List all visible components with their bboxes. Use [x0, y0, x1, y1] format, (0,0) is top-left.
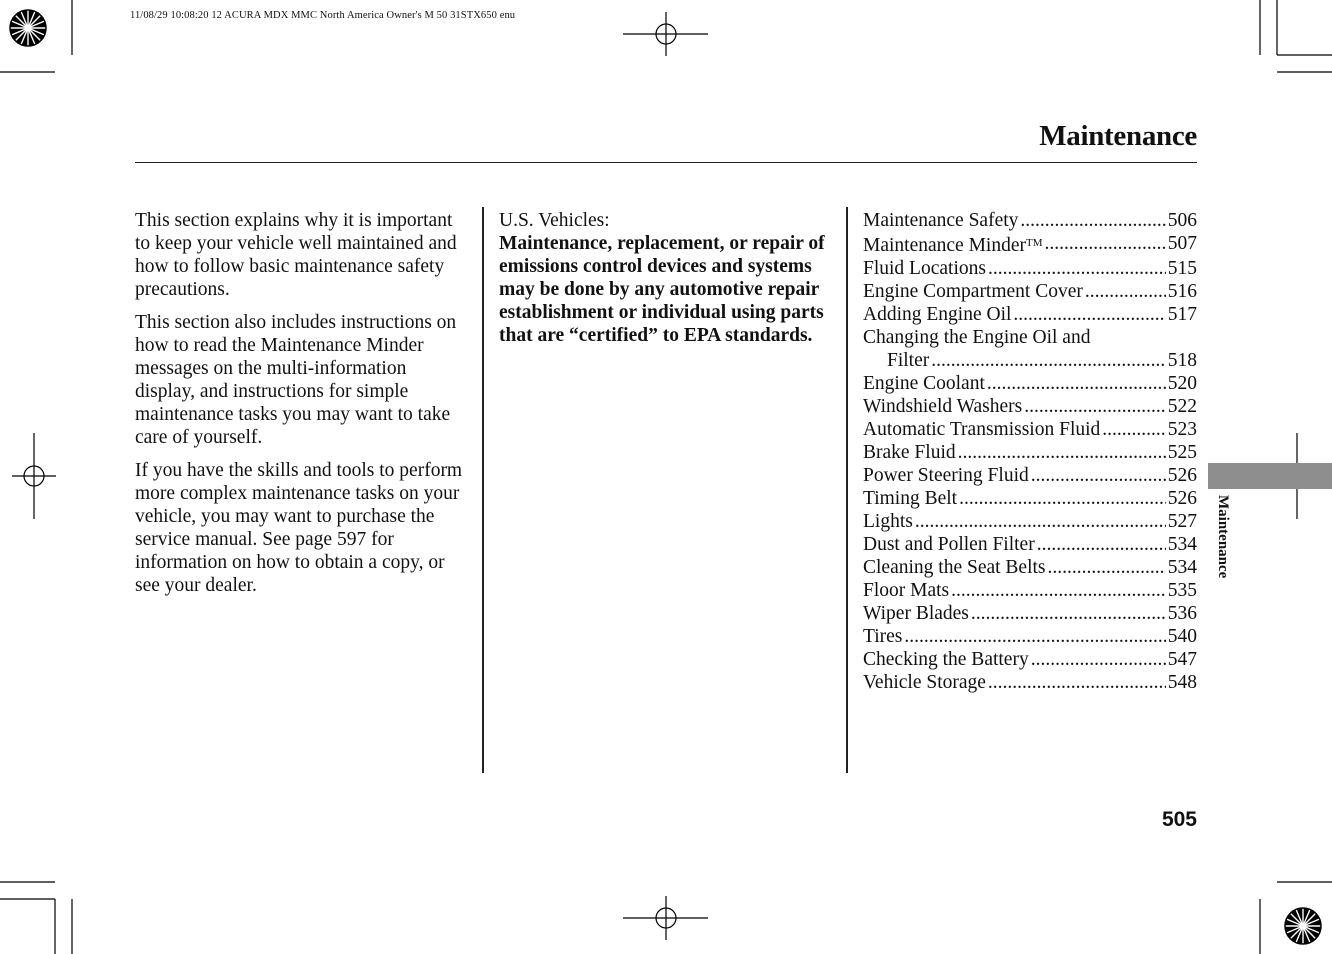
toc-entry-label	[863, 602, 969, 625]
toc-entry-label	[863, 648, 1029, 671]
toc-leader-dots	[931, 349, 1166, 372]
toc-entry-text: Changing the Engine Oil and	[863, 327, 1091, 348]
registration-star-icon	[1285, 908, 1321, 944]
toc-entry[interactable]	[863, 625, 1197, 648]
toc-entry-text: Lights	[863, 511, 913, 532]
toc-entry-text: Floor Mats	[863, 580, 950, 601]
table-of-contents	[863, 209, 1197, 694]
toc-entry[interactable]	[863, 648, 1197, 671]
toc-entry[interactable]	[863, 326, 1197, 349]
toc-entry-label	[863, 579, 949, 602]
intro-paragraph: This section also includes instructions on how to read the Maintenance Minder messages on the multi-information display, and instructions for simple maintenance tasks you may want to take care of yourself.	[135, 312, 457, 448]
toc-entry-label	[863, 510, 913, 533]
toc-leader-dots	[1020, 209, 1165, 232]
page-title: Maintenance	[1039, 120, 1197, 152]
toc-entry-page: 507	[1167, 233, 1197, 254]
toc-entry[interactable]	[863, 579, 1197, 602]
toc-leader-dots	[959, 487, 1166, 510]
toc-entry-page: 536	[1167, 603, 1197, 624]
toc-entry-page: 516	[1167, 281, 1197, 302]
toc-entry[interactable]	[863, 303, 1197, 326]
toc-entry-label	[863, 232, 1042, 257]
toc-leader-dots	[951, 579, 1166, 602]
toc-entry-text: Engine Coolant	[863, 373, 985, 394]
toc-entry-page: 526	[1167, 465, 1197, 486]
toc-entry[interactable]	[863, 280, 1197, 303]
toc-entry-page: 506	[1167, 210, 1197, 231]
notice-body: Maintenance, replacement, or repair of emissions control devices and systems may be done by any automotive repair establishment or individual using parts that are “certified” to EPA standards.	[499, 233, 825, 346]
toc-entry-label	[863, 556, 1046, 579]
toc-entry-label	[863, 533, 1035, 556]
toc-entry[interactable]	[863, 602, 1197, 625]
toc-entry-page: 534	[1167, 534, 1197, 555]
intro-column	[135, 209, 465, 607]
toc-entry[interactable]	[863, 441, 1197, 464]
toc-leader-dots	[1031, 648, 1166, 671]
intro-paragraph: If you have the skills and tools to perform more complex maintenance tasks on your vehicle, you may want to purchase the service manual. See page 597 for information on how to obtain a copy, or see your dealer.	[135, 460, 463, 596]
toc-entry-page: 515	[1167, 258, 1197, 279]
page-number: 505	[1161, 808, 1197, 831]
toc-entry-page: 517	[1167, 304, 1197, 325]
toc-leader-dots	[915, 510, 1166, 533]
toc-entry-label	[863, 625, 902, 648]
toc-entry-text: Maintenance Minder	[863, 235, 1026, 256]
toc-leader-dots	[904, 625, 1165, 648]
toc-entry-label	[863, 487, 957, 510]
toc-entry-page: 547	[1167, 649, 1197, 670]
toc-entry-page: 522	[1167, 396, 1197, 417]
toc-entry-text: Automatic Transmission Fluid	[863, 419, 1101, 440]
toc-entry[interactable]	[863, 209, 1197, 232]
toc-entry[interactable]	[863, 395, 1197, 418]
toc-entry-page: 520	[1167, 373, 1197, 394]
toc-entry[interactable]	[863, 533, 1197, 556]
toc-leader-dots	[1031, 464, 1166, 487]
toc-leader-dots	[1044, 232, 1165, 257]
toc-leader-dots	[971, 602, 1166, 625]
toc-leader-dots	[1085, 280, 1166, 303]
toc-entry[interactable]	[863, 487, 1197, 510]
toc-entry-text: Maintenance Safety	[863, 210, 1019, 231]
section-tab-label: Maintenance	[1215, 495, 1231, 579]
toc-entry-label	[863, 326, 1090, 349]
toc-entry[interactable]	[863, 232, 1197, 257]
registration-star-icon	[10, 10, 46, 46]
toc-entry[interactable]	[863, 257, 1197, 280]
toc-entry-text: Checking the Battery	[863, 649, 1029, 670]
toc-entry-text: Dust and Pollen Filter	[863, 534, 1035, 555]
toc-entry-text: Cleaning the Seat Belts	[863, 557, 1046, 578]
section-tab	[1208, 463, 1332, 489]
toc-entry-page: 525	[1167, 442, 1197, 463]
intro-paragraph: This section explains why it is important to keep your vehicle well maintained and how to follow basic maintenance safety precautions.	[135, 210, 457, 300]
toc-entry-page: 518	[1167, 350, 1197, 371]
toc-entry-text: Vehicle Storage	[863, 672, 986, 693]
toc-entry-label	[863, 349, 929, 372]
toc-entry-text: Brake Fluid	[863, 442, 956, 463]
toc-leader-dots	[1102, 418, 1165, 441]
toc-entry-text: Windshield Washers	[863, 396, 1023, 417]
toc-entry-text: Timing Belt	[863, 488, 958, 509]
toc-entry-label	[863, 441, 956, 464]
notice-column	[499, 209, 839, 347]
toc-entry-text: Power Steering Fluid	[863, 465, 1029, 486]
toc-entry-page: 540	[1167, 626, 1197, 647]
toc-leader-dots	[988, 671, 1166, 694]
toc-leader-dots	[1048, 556, 1166, 579]
toc-leader-dots	[1024, 395, 1166, 418]
toc-entry-label	[863, 257, 986, 280]
toc-entry-page: 548	[1167, 672, 1197, 693]
toc-leader-dots	[958, 441, 1166, 464]
toc-leader-dots	[988, 257, 1166, 280]
toc-leader-dots	[1037, 533, 1166, 556]
toc-entry-label	[863, 280, 1083, 303]
toc-entry-label	[863, 303, 1011, 326]
column-divider	[846, 207, 848, 773]
toc-entry[interactable]	[863, 510, 1197, 533]
column-divider	[482, 207, 484, 773]
trademark-mark: TM	[1025, 237, 1043, 249]
notice-heading: U.S. Vehicles:	[499, 210, 610, 231]
toc-entry-page: 534	[1167, 557, 1197, 578]
toc-entry-page: 535	[1167, 580, 1197, 601]
toc-entry[interactable]	[863, 349, 1197, 372]
toc-entry-label	[863, 464, 1029, 487]
toc-entry[interactable]	[863, 418, 1197, 441]
toc-entry-label	[863, 671, 986, 694]
toc-entry-text: Wiper Blades	[863, 603, 969, 624]
toc-entry-label	[863, 395, 1022, 418]
toc-leader-dots	[987, 372, 1166, 395]
toc-entry-label	[863, 209, 1018, 232]
toc-entry[interactable]	[863, 556, 1197, 579]
toc-entry-text: Engine Compartment Cover	[863, 281, 1083, 302]
toc-entry-text: Adding Engine Oil	[863, 304, 1012, 325]
toc-entry-page: 527	[1167, 511, 1197, 532]
toc-entry-text: Tires	[863, 626, 903, 647]
toc-entry-label	[863, 372, 985, 395]
toc-entry-page: 523	[1167, 419, 1197, 440]
toc-entry-text: Fluid Locations	[863, 258, 986, 279]
toc-entry-label	[863, 418, 1100, 441]
toc-entry[interactable]	[863, 372, 1197, 395]
toc-entry[interactable]	[863, 671, 1197, 694]
toc-entry[interactable]	[863, 464, 1197, 487]
print-header: 11/08/29 10:08:20 12 ACURA MDX MMC North America Owner's M 50 31STX650 enu	[130, 10, 516, 21]
title-rule	[135, 162, 1197, 163]
toc-entry-page: 526	[1167, 488, 1197, 509]
toc-entry-text: Filter	[887, 350, 930, 371]
toc-leader-dots	[1013, 303, 1165, 326]
